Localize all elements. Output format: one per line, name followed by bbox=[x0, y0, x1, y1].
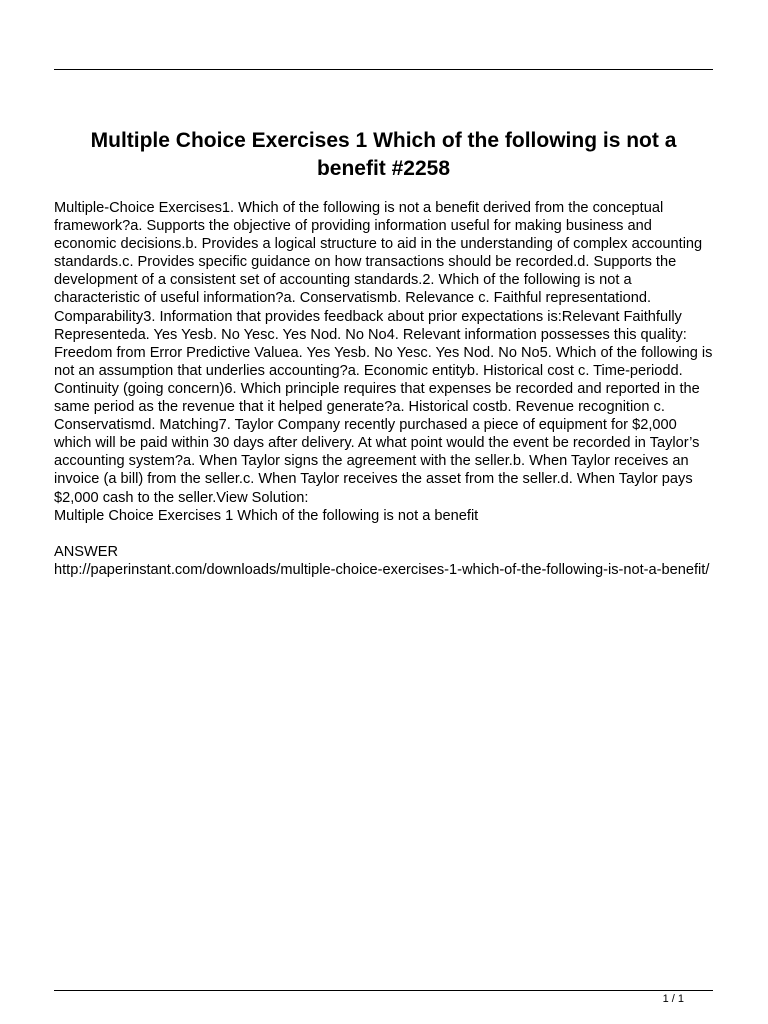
document-title: Multiple Choice Exercises 1 Which of the following is not a benefit #2258 bbox=[90, 129, 677, 180]
footer-rule bbox=[54, 990, 713, 991]
header-rule bbox=[54, 69, 713, 70]
exercise-text: Multiple-Choice Exercises1. Which of the following is not a benefit derived from the conceptual framework?a. Supports the objective of providing information useful for making business and economic decisions.b. Provides a logical structure to aid in the understanding of complex accounting standards.c. Provides specific guidance on how transactions should be recorded.d. Supports the development of a consistent set of accounting standards.2. Which of the following is not a characteristic of useful information?a. Conservatismb. Relevance c. Faithful representationd. Comparability3. Information that provides feedback about prior expectations is:Relevant Faithfully Representeda. Yes Yesb. No Yesc. Yes Nod. No No4. Relevant information possesses this quality: Freedom from Error Predictive Valuea. Yes Yesb. No Yesc. Yes Nod. No No5. Which of the following is not an assumption that underlies accounting?a. Economic entityb. Historical cost c. Time-periodd. Continuity (going concern)6. Which principle requires that expenses be recorded and reported in the same period as the revenue that it helped generate?a. Historical costb. Revenue recognition c. Conservatismd. Matching7. Taylor Company recently purchased a piece of equipment for $2,000 which will be paid within 30 days after delivery. At what point would the event be recorded in Taylor’s accounting system?a. When Taylor signs the agreement with the seller.b. When Taylor receives an invoice (a bill) from the seller.c. When Taylor receives the asset from the seller.d. When Taylor pays $2,000 cash to the seller.View Solution: bbox=[54, 200, 713, 506]
exercise-summary-line: Multiple Choice Exercises 1 Which of the following is not a benefit bbox=[54, 507, 479, 524]
page-number: 1 / 1 bbox=[662, 993, 684, 1005]
document-content bbox=[54, 199, 716, 579]
answer-link[interactable]: http://paperinstant.com/downloads/multiple-choice-exercises-1-which-of-the-following-is-not-a-benefit/ bbox=[54, 561, 710, 578]
answer-label: ANSWER bbox=[54, 543, 119, 560]
